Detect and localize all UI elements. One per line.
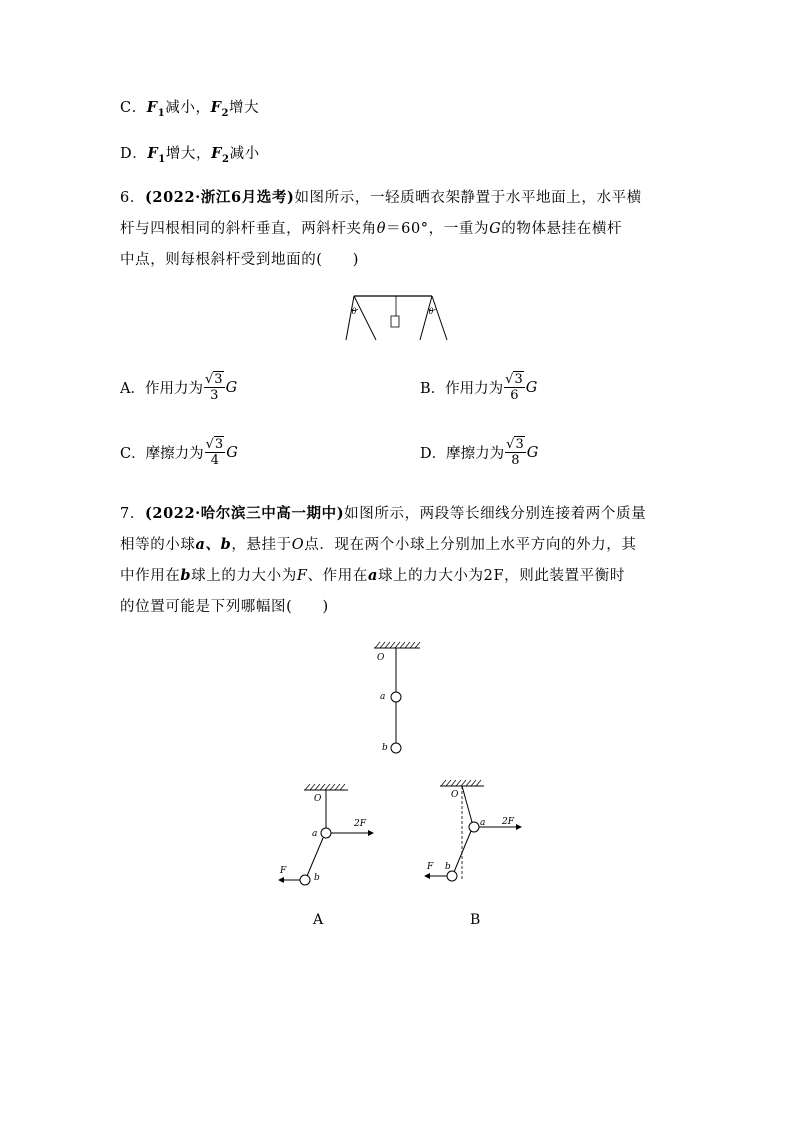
svg-text:F: F bbox=[280, 866, 287, 876]
q7-line-4: 的位置可能是下列哪幅图( ) bbox=[120, 599, 329, 615]
q7-label-a[interactable]: A bbox=[313, 912, 324, 928]
svg-text:a: a bbox=[312, 829, 318, 839]
q6-option-a[interactable]: A． 作用力为 $\frac{√3}{3}$ G bbox=[120, 372, 238, 403]
svg-text:2F: 2F bbox=[354, 819, 366, 829]
q7-setup-figure bbox=[360, 638, 430, 758]
svg-text:O: O bbox=[314, 794, 322, 804]
svg-text:a: a bbox=[480, 818, 486, 828]
q7-line-2: 相等的小球a、b，悬挂于O点．现在两个小球上分别加上水平方向的外力，其 bbox=[120, 536, 637, 553]
svg-text:b: b bbox=[445, 862, 451, 872]
q7-figure-a bbox=[270, 780, 380, 890]
q6-option-c[interactable]: C． 摩擦力为 $\frac{√3}{4}$ G bbox=[120, 437, 238, 468]
label-b: b bbox=[382, 743, 388, 753]
svg-text:F: F bbox=[427, 862, 434, 872]
svg-text:2F: 2F bbox=[502, 817, 514, 827]
option-c-prev: C．$F_1$减小，$F_2$增大 bbox=[120, 99, 260, 119]
theta-label-left: θ bbox=[351, 307, 357, 316]
q6-option-d[interactable]: D． 摩擦力为 $\frac{√3}{8}$ G bbox=[420, 437, 539, 468]
q6-rack-figure bbox=[340, 290, 450, 345]
q7-line-3: 中作用在b球上的力大小为F、作用在a球上的力大小为2F，则此装置平衡时 bbox=[120, 567, 625, 584]
theta-label-right: θ bbox=[428, 307, 434, 316]
svg-text:b: b bbox=[314, 873, 320, 883]
q6-option-b[interactable]: B． 作用力为 $\frac{√3}{6}$ G bbox=[420, 372, 538, 403]
q7-line-1: 7．(2022·哈尔滨三中高一期中)如图所示，两段等长细线分别连接着两个质量 bbox=[120, 505, 647, 522]
q7-label-b[interactable]: B bbox=[470, 912, 481, 928]
label-a: a bbox=[380, 692, 386, 702]
option-d-prev: D．$F_1$增大，$F_2$减小 bbox=[120, 145, 260, 165]
q6-line-1: 6．(2022·浙江6月选考)如图所示，一轻质晒衣架静置于水平地面上，水平横 bbox=[120, 189, 642, 206]
q7-figure-b bbox=[420, 776, 530, 886]
label-o: O bbox=[377, 653, 385, 663]
q6-line-2: 杆与四根相同的斜杆垂直，两斜杆夹角θ＝60°，一重为G的物体悬挂在横杆 bbox=[120, 221, 623, 237]
q6-line-3: 中点，则每根斜杆受到地面的( ) bbox=[120, 252, 360, 268]
svg-text:O: O bbox=[451, 790, 459, 800]
